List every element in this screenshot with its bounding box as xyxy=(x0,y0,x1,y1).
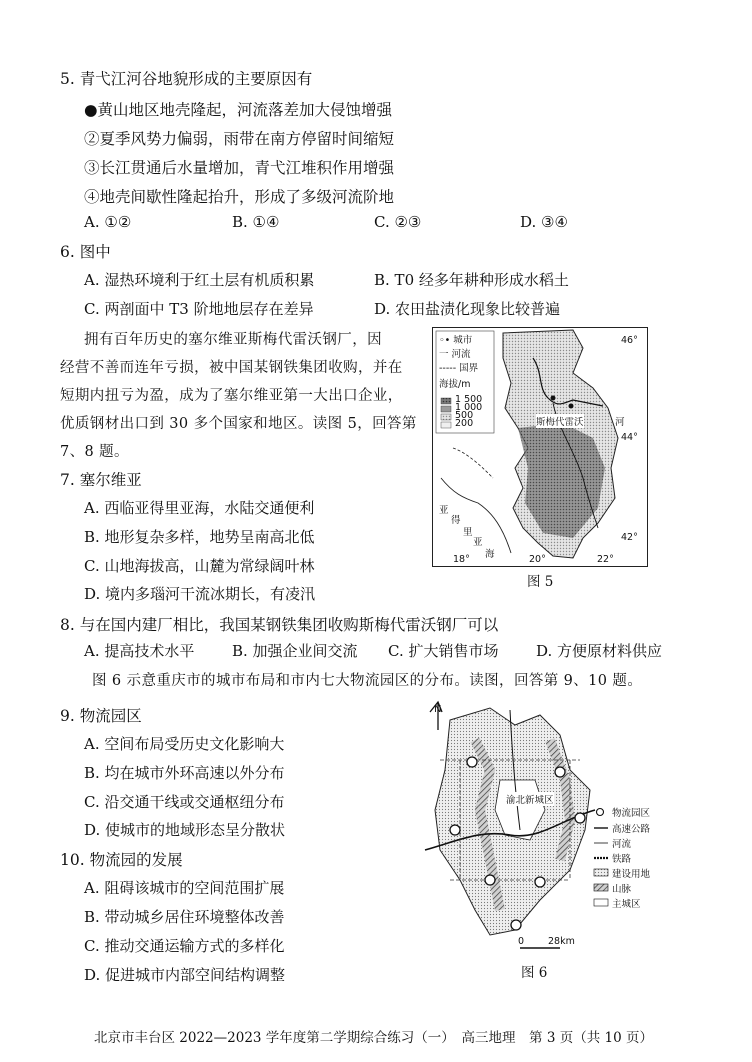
scale-zero: 0 xyxy=(518,936,525,947)
q6-option-a: A. 湿热环境利于红土层有机质积累 xyxy=(84,271,315,289)
legend-park-symbol xyxy=(597,809,604,816)
legend-main-city-symbol xyxy=(594,899,608,906)
logistics-park-marker xyxy=(467,757,477,767)
logistics-park-marker xyxy=(450,825,460,835)
legend-swatch-1500 xyxy=(441,398,451,404)
logistics-park-marker xyxy=(535,877,545,887)
river-label: 河 xyxy=(615,417,625,428)
q9-stem: 9. 物流园区 xyxy=(60,707,142,725)
q10-option-b: B. 带动城乡居住环境整体改善 xyxy=(84,908,285,926)
q6-stem: 6. 图中 xyxy=(60,243,111,261)
scale-28km: 28km xyxy=(548,936,575,947)
lat-46: 46° xyxy=(621,335,638,346)
fig5-legend-river: 一 河流 xyxy=(439,349,471,360)
logistics-park-marker xyxy=(575,813,585,823)
figure-6-map xyxy=(420,700,686,958)
lat-42: 42° xyxy=(621,532,638,543)
fig6-legend-river: 河流 xyxy=(612,839,632,850)
q8-stem: 8. 与在国内建厂相比，我国某钢铁集团收购斯梅代雷沃钢厂可以 xyxy=(60,616,499,634)
q9-option-b: B. 均在城市外环高速以外分布 xyxy=(84,764,285,782)
fig6-city-label: 渝北新城区 xyxy=(506,792,554,806)
lon-18: 18° xyxy=(453,554,470,565)
q10-option-c: C. 推动交通运输方式的多样化 xyxy=(84,937,285,955)
logistics-park-marker xyxy=(511,920,521,930)
figure-6-caption: 图 6 xyxy=(521,965,548,981)
q8-option-d: D. 方便原材料供应 xyxy=(536,642,663,660)
figure-5-map xyxy=(432,327,648,567)
q5-option-a: A. ①② xyxy=(84,213,132,231)
fig6-legend-mountain: 山脉 xyxy=(612,884,632,895)
lat-44: 44° xyxy=(621,432,638,443)
legend-mountain-symbol xyxy=(594,884,608,891)
passage2: 图 6 示意重庆市的城市布局和市内七大物流园区的分布。读图，回答第 9、10 题。 xyxy=(92,673,643,689)
fig6-legend-main-city: 主城区 xyxy=(612,899,641,910)
q5-option-b: B. ①④ xyxy=(232,213,280,231)
smederevo-label: 斯梅代雷沃 xyxy=(536,414,584,428)
q5-item-1: ●黄山地区地壳隆起，河流落差加大侵蚀增强 xyxy=(84,101,393,119)
fig5-legend-1500: 1 500 xyxy=(455,394,483,405)
q8-option-c: C. 扩大销售市场 xyxy=(388,642,499,660)
q7-stem: 7. 塞尔维亚 xyxy=(60,471,142,489)
legend-swatch-500 xyxy=(441,414,451,420)
q7-option-b: B. 地形复杂多样，地势呈南高北低 xyxy=(84,528,315,546)
border-west xyxy=(453,448,493,478)
q10-option-a: A. 阻碍该城市的空间范围扩展 xyxy=(84,879,285,897)
passage1-line-5: 7、8 题。 xyxy=(60,444,129,460)
q5-item-2: ②夏季风势力偏弱，雨带在南方停留时间缩短 xyxy=(84,130,395,148)
fig5-legend-500: 500 xyxy=(455,410,474,421)
q7-option-d: D. 境内多瑙河干流冰期长，有凌汛 xyxy=(84,585,316,603)
q6-option-d: D. 农田盐渍化现象比较普遍 xyxy=(374,300,561,318)
q6-option-b: B. T0 经多年耕种形成水稻土 xyxy=(374,271,569,289)
north-label: N xyxy=(434,704,442,715)
fig6-legend-park: 物流园区 xyxy=(612,808,651,819)
fig5-legend-elevation: 海拔/m xyxy=(439,379,471,390)
sea-label-1: 亚 xyxy=(439,505,449,516)
sea-label-4: 亚 xyxy=(473,537,483,548)
city-dot xyxy=(569,404,574,409)
sea-label-3: 里 xyxy=(463,527,473,538)
fig5-legend-city: ◦• 城市 xyxy=(439,335,473,346)
q5-item-4: ④地壳间歇性隆起抬升，形成了多级河流阶地 xyxy=(84,188,395,206)
logistics-park-marker xyxy=(485,875,495,885)
q9-option-c: C. 沿交通干线或交通枢纽分布 xyxy=(84,793,285,811)
page-footer: 北京市丰台区 2022—2023 学年度第二学期综合练习（一） 高三地理 第 3 页（共 10 页） xyxy=(94,1030,653,1046)
q5-option-c: C. ②③ xyxy=(374,213,422,231)
q5-item-3: ③长江贯通后水量增加，青弋江堆积作用增强 xyxy=(84,159,395,177)
q5-option-d: D. ③④ xyxy=(520,213,568,231)
legend-construction-symbol xyxy=(594,869,608,876)
legend-swatch-200 xyxy=(441,422,451,428)
city-dot xyxy=(551,396,556,401)
fig6-legend-construction: 建设用地 xyxy=(612,869,651,880)
passage1-line-2: 经营不善而连年亏损，被中国某钢铁集团收购，并在 xyxy=(60,360,403,376)
passage1-line-1: 拥有百年历史的塞尔维亚斯梅代雷沃钢厂，因 xyxy=(84,332,382,348)
lon-20: 20° xyxy=(529,554,546,565)
legend-swatch-1000 xyxy=(441,406,451,412)
logistics-park-marker xyxy=(555,767,565,777)
q10-stem: 10. 物流园的发展 xyxy=(60,851,183,869)
q7-option-c: C. 山地海拔高，山麓为常绿阔叶林 xyxy=(84,557,315,575)
q6-option-c: C. 两剖面中 T3 阶地地层存在差异 xyxy=(84,300,314,318)
q9-option-d: D. 使城市的地域形态呈分散状 xyxy=(84,821,286,839)
lon-22: 22° xyxy=(597,554,614,565)
fig6-legend-railway: 铁路 xyxy=(612,854,632,865)
q8-option-a: A. 提高技术水平 xyxy=(84,642,195,660)
q7-option-a: A. 西临亚得里亚海，水陆交通便利 xyxy=(84,499,315,517)
passage1-line-4: 优质钢材出口到 30 多个国家和地区。读图 5，回答第 xyxy=(60,416,417,432)
fig5-legend-1000: 1 000 xyxy=(455,402,483,413)
fig5-legend-200: 200 xyxy=(455,418,474,429)
q5-stem: 5. 青弋江河谷地貌形成的主要原因有 xyxy=(60,70,313,88)
q8-option-b: B. 加强企业间交流 xyxy=(232,642,358,660)
fig5-legend-border: ----- 国界 xyxy=(439,363,479,374)
q9-option-a: A. 空间布局受历史文化影响大 xyxy=(84,735,285,753)
figure-5-caption: 图 5 xyxy=(527,574,554,590)
sea-label-2: 得 xyxy=(451,515,461,526)
passage1-line-3: 短期内扭亏为盈，成为了塞尔维亚第一大出口企业， xyxy=(60,388,403,404)
q10-option-d: D. 促进城市内部空间结构调整 xyxy=(84,966,286,984)
sea-label-5: 海 xyxy=(485,549,495,560)
fig6-legend-highway: 高速公路 xyxy=(612,824,651,835)
